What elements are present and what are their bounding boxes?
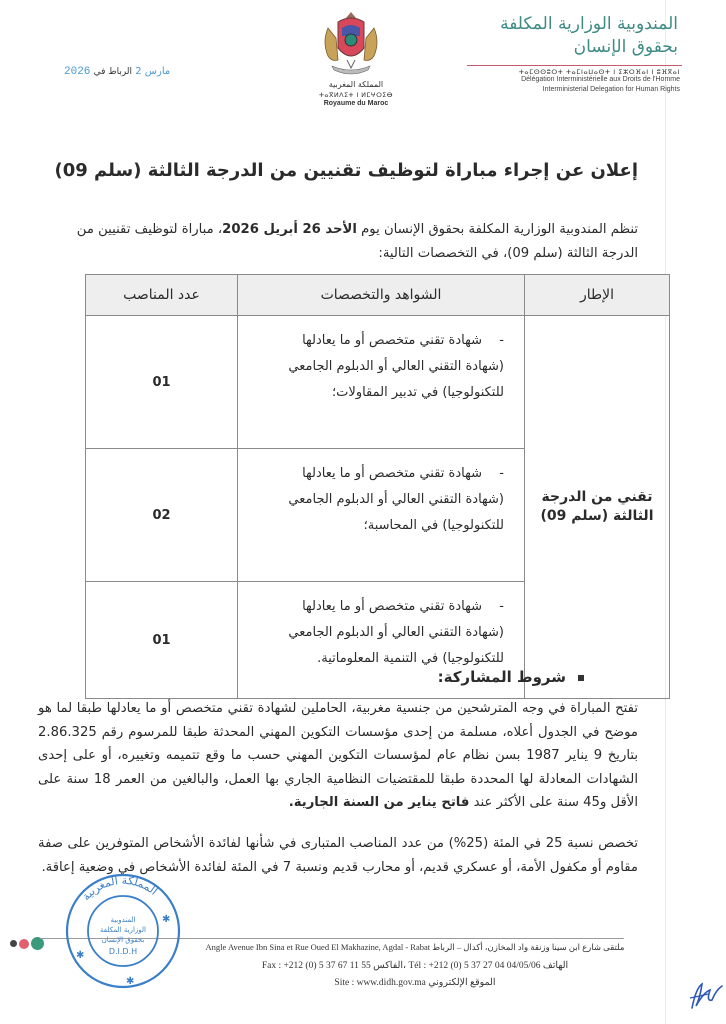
specialty-line: شهادة تقني متخصص أو ما يعادلها xyxy=(302,599,482,614)
svg-text:✱: ✱ xyxy=(126,976,135,987)
footer-address: Angle Avenue Ibn Sina et Rue Oued El Makhazine, Agdal - Rabat ملتقى شارع ابن سينا وزنقة واد المخازن، أكدال – الرباط xyxy=(205,942,625,952)
conditions-age-date: فاتح يناير من السنة الجارية. xyxy=(288,795,470,810)
specialty-cell xyxy=(238,316,525,449)
specialty-cell xyxy=(238,449,525,582)
kingdom-name-tifinagh: ⵜⴰⴳⵍⴷⵉⵜ ⵏ ⵍⵎⵖⵔⵉⴱ xyxy=(319,91,393,99)
positions-table xyxy=(85,274,670,699)
morocco-coat-of-arms-icon xyxy=(318,8,384,80)
specialty-line: للتكنولوجيا) في التنمية المعلوماتية. xyxy=(317,651,504,666)
date-month: مارس xyxy=(144,66,171,77)
conditions-text: تفتح المباراة في وجه المترشحين من جنسية مغربية، الحاملين لشهادة تقني متخصص أو ما يعادلها طبقا لما هو موضح في الجدول أعلاه، مسلمة من إحدى مؤسسات التكوين المهني المحدثة طبقا للمرسوم رقم 2.86.325 بتاريخ 9 يناير 1987 بسن نظام عام لمؤسسات التكوين المهني حسب ما وقع تتميمه وتغييره، أو على إحدى الشهادات المعادلة لها المحددة طبقا للمقتضيات النظامية الجاري بها العمل، والبالغين من العمر 18 سنة على الأقل و45 سنة على الأكثر عند xyxy=(38,701,638,810)
stamp-code: D.I.D.H xyxy=(108,947,138,956)
svg-text:المملكة المغربية xyxy=(79,874,160,903)
kingdom-name-french: Royaume du Maroc xyxy=(323,100,389,107)
header-positions: عدد المناصب xyxy=(86,275,238,316)
specialty-line: للتكنولوجيا) في المحاسبة؛ xyxy=(363,518,504,533)
positions-count-cell: 02 xyxy=(86,449,238,582)
org-name-arabic-line1: المندوبية الوزارية المكلفة xyxy=(500,14,678,34)
org-divider xyxy=(467,65,682,66)
svg-text:✱: ✱ xyxy=(162,914,171,925)
footer-contact: Fax : +212 (0) 5 37 67 11 55 الفاكس، Tél : +212 (0) 5 37 27 04 04/05/06 الهاتف xyxy=(261,961,569,971)
frame-cell: تقني من الدرجة الثالثة (سلم 09) xyxy=(525,316,670,699)
dot-icon xyxy=(10,940,17,947)
dash-bullet: - xyxy=(499,599,504,614)
svg-text:بحقوق الإنسان: بحقوق الإنسان xyxy=(101,936,145,944)
table-row xyxy=(86,316,670,449)
document-date xyxy=(64,66,170,78)
positions-count-cell: 01 xyxy=(86,316,238,449)
date-day: 2 xyxy=(135,66,142,77)
conditions-heading-text: شروط المشاركة: xyxy=(437,668,566,686)
signature-icon xyxy=(686,978,726,1014)
dot-icon xyxy=(19,939,29,949)
conditions-paragraph-2: تخصص نسبة 25 في المئة (25%) من عدد المناصب المتبارى في شأنها لفائدة الأشخاص المتوفرين على صفة مقاوم أو مكفول الأمة، أو عسكري قديم، أو محارب قديم ونسبة 7 في المئة لفائدة الأشخاص في وضعية إعاقة. xyxy=(38,836,638,875)
svg-text:الوزارية المكلفة: الوزارية المكلفة xyxy=(100,926,146,934)
brand-dots xyxy=(10,933,46,952)
positions-count-cell: 01 xyxy=(86,582,238,699)
header-specialties: الشواهد والتخصصات xyxy=(238,275,525,316)
kingdom-name-arabic: المملكة المغربية xyxy=(328,80,384,89)
intro-text-1: تنظم المندوبية الوزارية المكلفة بحقوق الإنسان يوم xyxy=(356,222,638,237)
official-stamp-icon xyxy=(62,870,184,992)
dash-bullet: - xyxy=(499,333,504,348)
stamp-outer-text: المملكة المغربية xyxy=(79,873,161,904)
org-name-arabic-line2: بحقوق الإنسان xyxy=(573,37,678,57)
dash-bullet: - xyxy=(499,466,504,481)
specialty-line: (شهادة التقني العالي أو الدبلوم الجامعي xyxy=(288,359,504,374)
svg-text:المندوبية: المندوبية xyxy=(110,916,136,924)
specialty-line: للتكنولوجيا) في تدبير المقاولات؛ xyxy=(332,385,504,400)
intro-exam-date: الأحد 26 أبريل 2026 xyxy=(222,222,357,237)
footer-website: Site : www.didh.gov.ma الموقع الإلكتروني xyxy=(334,978,496,988)
org-name-french: Délégation Interministérielle aux Droits de l'Homme xyxy=(521,76,680,83)
specialty-line: (شهادة التقني العالي أو الدبلوم الجامعي xyxy=(288,492,504,507)
org-name-english: Interministerial Delegation for Human Rights xyxy=(542,86,680,93)
specialty-line: (شهادة التقني العالي أو الدبلوم الجامعي xyxy=(288,625,504,640)
conditions-heading xyxy=(438,668,584,686)
date-year: 2026 xyxy=(64,66,91,78)
svg-text:✱: ✱ xyxy=(76,950,85,961)
specialty-line: شهادة تقني متخصص أو ما يعادلها xyxy=(302,466,482,481)
intro-paragraph xyxy=(48,218,638,266)
intro-text-2: ، مباراة لتوظيف تقنيين من الدرجة الثالثة (سلم 09)، في التخصصات التالية: xyxy=(76,222,638,261)
square-bullet-icon xyxy=(578,675,584,681)
specialty-line: شهادة تقني متخصص أو ما يعادلها xyxy=(302,333,482,348)
table-header-row xyxy=(86,275,670,316)
conditions-paragraph-1 xyxy=(38,697,638,815)
header-frame: الإطار xyxy=(525,275,670,316)
org-name-tifinagh: ⵜⴰⵎⵙⵙⵓⵔⵜ ⵜⴰⵎⵏⴰⵡⴰⵙⵜ ⵏ ⵉⵣⵔⴼⴰⵏ ⵏ ⵓⴼⴳⴰⵏ xyxy=(518,68,680,76)
document-title: إعلان عن إجراء مباراة لتوظيف تقنيين من الدرجة الثالثة (سلم 09) xyxy=(54,160,638,181)
date-place: الرباط في xyxy=(93,67,133,77)
